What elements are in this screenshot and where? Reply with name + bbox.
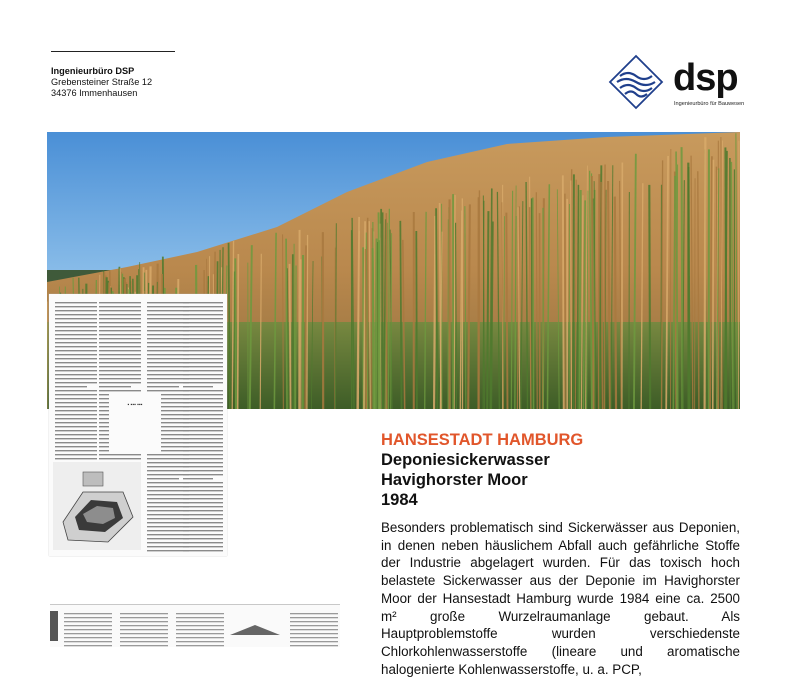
- newspaper-clipping: [49, 294, 227, 556]
- newspaper-clipping-partial: [50, 604, 340, 647]
- header-rule: [51, 51, 175, 52]
- article-body: Besonders problematisch sind Sickerwässer aus Deponien, in denen neben häuslichem Abfall auch gefährliche Stoffe der Industrie abgelagert wurden. Für das toxisch hoch belastete Sickerwasser aus der Deponie im Havighorster Moor der Hansestadt Hamburg wurde 1984 eine ca. 2500 m² große Wurzelraumanlage gebaut. Als Hauptproblemstoffe wurden verschiedenste Chlorkohlenwasserstoffe (lineare und aromatische halogenierte Kohlenwasserstoffe, u. a. PCP,: [381, 519, 740, 678]
- article: [381, 430, 740, 678]
- svg-text:▪ ▪▪▪ ▪▪▪: ▪ ▪▪▪ ▪▪▪: [128, 403, 143, 408]
- article-title-line-1: Deponiesickerwasser: [381, 450, 740, 470]
- dsp-logo: [608, 52, 748, 114]
- article-title-line-2: Havighorster Moor: [381, 470, 740, 490]
- company-street: Grebensteiner Straße 12: [51, 77, 152, 88]
- logo-tagline: Ingenieurbüro für Bauwesen: [674, 101, 744, 107]
- logo-brand: dsp: [673, 58, 738, 98]
- company-city: 34376 Immenhausen: [51, 88, 152, 99]
- article-title-line-3: 1984: [381, 490, 740, 510]
- diamond-waves-icon: [608, 54, 664, 110]
- article-kicker: HANSESTADT HAMBURG: [381, 430, 740, 450]
- company-address: [51, 66, 152, 99]
- company-name: Ingenieurbüro DSP: [51, 66, 152, 77]
